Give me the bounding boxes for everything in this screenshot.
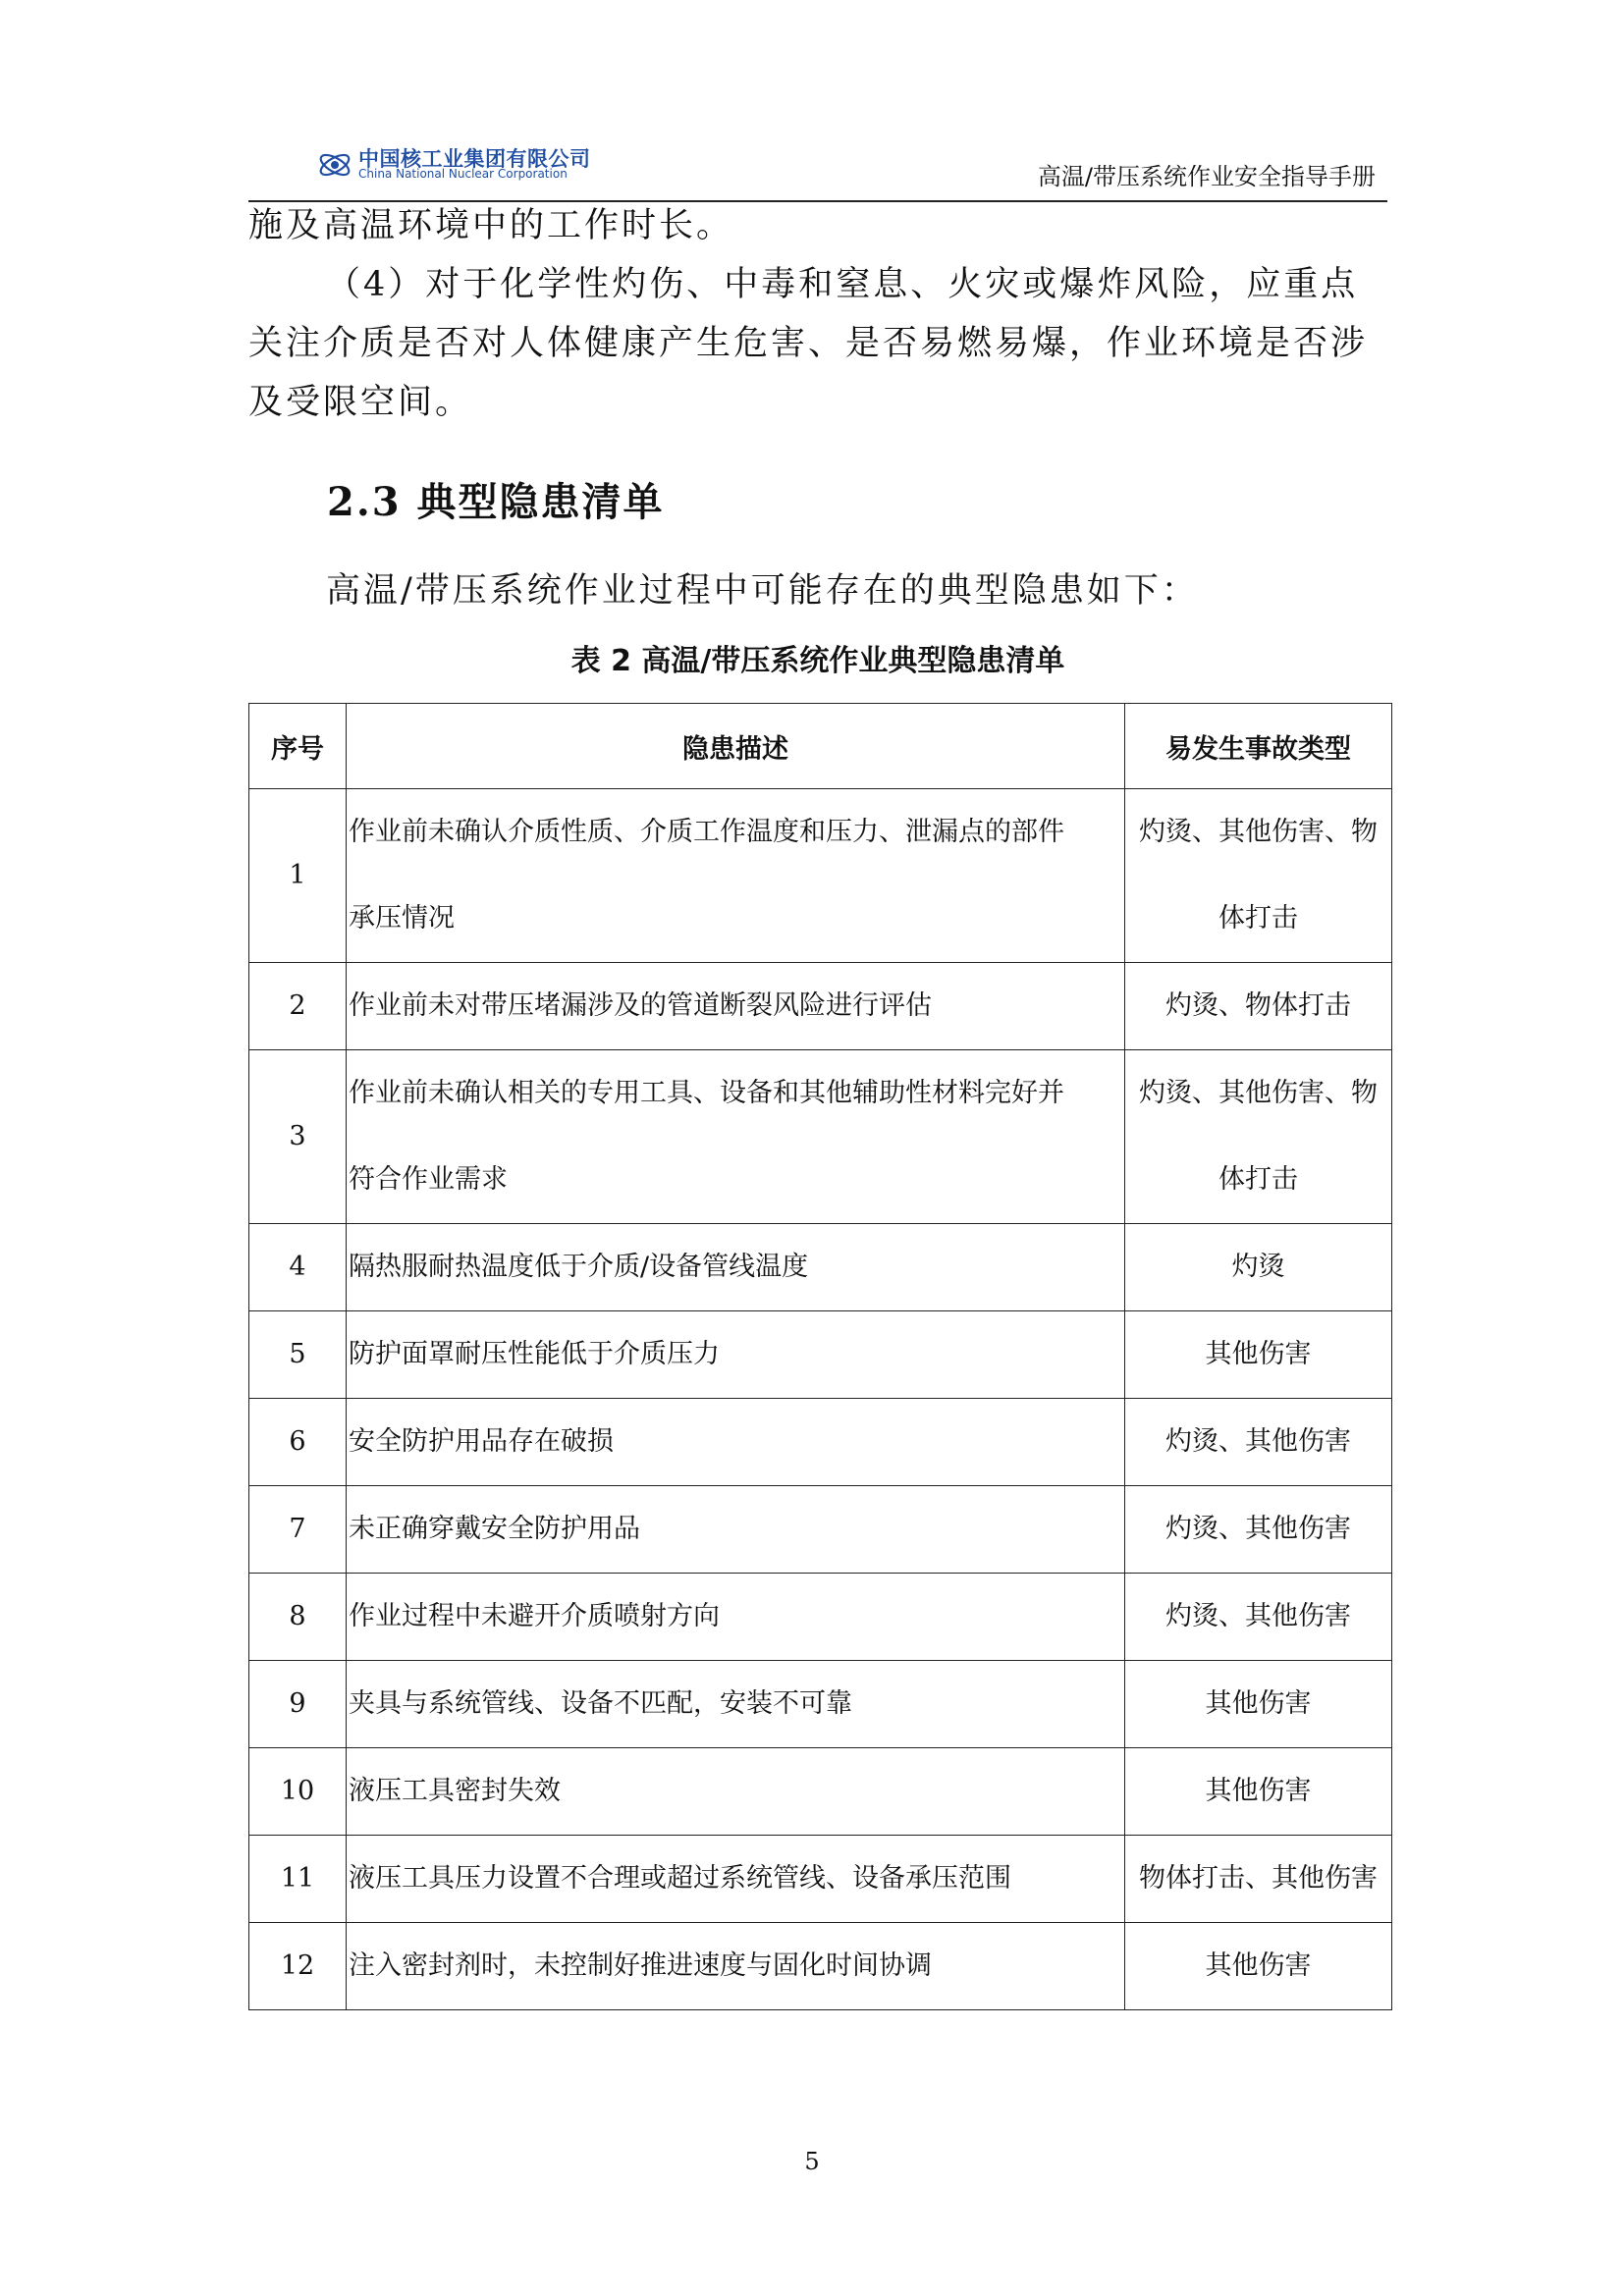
document-title: 高温/带压系统作业安全指导手册 bbox=[1037, 163, 1376, 190]
table-row bbox=[249, 789, 1392, 963]
row-desc-line: 作业前未确认相关的专用工具、设备和其他辅助性材料完好并 bbox=[349, 1078, 1064, 1108]
row-type: 灼烫 bbox=[1125, 1224, 1392, 1311]
row-desc: 夹具与系统管线、设备不匹配，安装不可靠 bbox=[347, 1661, 1125, 1748]
page-header bbox=[248, 130, 1387, 202]
table-row bbox=[249, 1486, 1392, 1574]
table-row bbox=[249, 1748, 1392, 1836]
row-type-line: 灼烫、其他伤害、物 bbox=[1139, 1078, 1378, 1108]
section-title: 2.3 典型隐患清单 bbox=[327, 479, 665, 525]
header-desc: 隐患描述 bbox=[347, 704, 1125, 789]
row-type: 灼烫、其他伤害 bbox=[1125, 1486, 1392, 1574]
header-no: 序号 bbox=[249, 704, 347, 789]
row-type bbox=[1125, 1050, 1392, 1224]
paragraph-item-4-line1: （4）对于化学性灼伤、中毒和窒息、火灾或爆炸风险，应重点 bbox=[326, 265, 1359, 304]
row-type-line: 体打击 bbox=[1218, 1164, 1298, 1195]
logo-chinese-name: 中国核工业集团有限公司 bbox=[358, 147, 591, 171]
row-desc bbox=[347, 1050, 1125, 1224]
row-no: 9 bbox=[249, 1661, 347, 1748]
row-desc: 液压工具压力设置不合理或超过系统管线、设备承压范围 bbox=[347, 1836, 1125, 1923]
paragraph-item-4-line3: 及受限空间。 bbox=[248, 383, 473, 422]
row-no: 6 bbox=[249, 1399, 347, 1486]
row-type: 其他伤害 bbox=[1125, 1311, 1392, 1399]
row-no: 11 bbox=[249, 1836, 347, 1923]
row-no: 4 bbox=[249, 1224, 347, 1311]
row-type-line: 体打击 bbox=[1218, 903, 1298, 934]
row-desc-line: 作业前未确认介质性质、介质工作温度和压力、泄漏点的部件 bbox=[349, 817, 1064, 847]
row-type-line: 灼烫、其他伤害、物 bbox=[1139, 817, 1378, 847]
row-no: 7 bbox=[249, 1486, 347, 1574]
row-type bbox=[1125, 789, 1392, 963]
cnnc-logo bbox=[317, 143, 591, 190]
row-type: 其他伤害 bbox=[1125, 1923, 1392, 2010]
atom-logo-icon bbox=[317, 147, 352, 183]
table-row bbox=[249, 1574, 1392, 1661]
row-desc: 安全防护用品存在破损 bbox=[347, 1399, 1125, 1486]
row-type: 灼烫、物体打击 bbox=[1125, 963, 1392, 1050]
page-number: 5 bbox=[804, 2148, 820, 2175]
row-desc: 作业前未对带压堵漏涉及的管道断裂风险进行评估 bbox=[347, 963, 1125, 1050]
table-row bbox=[249, 963, 1392, 1050]
intro-paragraph: 高温/带压系统作业过程中可能存在的典型隐患如下： bbox=[326, 571, 1199, 611]
row-no: 2 bbox=[249, 963, 347, 1050]
row-desc: 防护面罩耐压性能低于介质压力 bbox=[347, 1311, 1125, 1399]
hazard-table bbox=[248, 703, 1392, 2010]
row-no: 10 bbox=[249, 1748, 347, 1836]
paragraph-continuation: 施及高温环境中的工作时长。 bbox=[248, 206, 734, 245]
table-row bbox=[249, 1661, 1392, 1748]
table-row bbox=[249, 1224, 1392, 1311]
row-desc: 注入密封剂时，未控制好推进速度与固化时间协调 bbox=[347, 1923, 1125, 2010]
row-type: 灼烫、其他伤害 bbox=[1125, 1574, 1392, 1661]
row-no: 5 bbox=[249, 1311, 347, 1399]
header-type: 易发生事故类型 bbox=[1125, 704, 1392, 789]
table-caption: 表 2 高温/带压系统作业典型隐患清单 bbox=[570, 644, 1065, 678]
row-desc: 作业过程中未避开介质喷射方向 bbox=[347, 1574, 1125, 1661]
row-no: 12 bbox=[249, 1923, 347, 2010]
table-row bbox=[249, 1923, 1392, 2010]
row-type: 灼烫、其他伤害 bbox=[1125, 1399, 1392, 1486]
row-no: 1 bbox=[249, 789, 347, 963]
row-desc-line: 符合作业需求 bbox=[349, 1164, 508, 1195]
row-type: 其他伤害 bbox=[1125, 1748, 1392, 1836]
row-no: 3 bbox=[249, 1050, 347, 1224]
table-row bbox=[249, 1311, 1392, 1399]
row-type: 物体打击、其他伤害 bbox=[1125, 1836, 1392, 1923]
table-header-row bbox=[249, 704, 1392, 789]
row-type: 其他伤害 bbox=[1125, 1661, 1392, 1748]
row-desc: 未正确穿戴安全防护用品 bbox=[347, 1486, 1125, 1574]
table-row bbox=[249, 1836, 1392, 1923]
paragraph-item-4-line2: 关注介质是否对人体健康产生危害、是否易燃易爆，作业环境是否涉 bbox=[248, 324, 1369, 363]
row-desc bbox=[347, 789, 1125, 963]
row-desc: 液压工具密封失效 bbox=[347, 1748, 1125, 1836]
table-row bbox=[249, 1050, 1392, 1224]
row-desc: 隔热服耐热温度低于介质/设备管线温度 bbox=[347, 1224, 1125, 1311]
row-desc-line: 承压情况 bbox=[349, 903, 455, 934]
logo-english-name: China National Nuclear Corporation bbox=[358, 167, 568, 181]
row-no: 8 bbox=[249, 1574, 347, 1661]
table-row bbox=[249, 1399, 1392, 1486]
